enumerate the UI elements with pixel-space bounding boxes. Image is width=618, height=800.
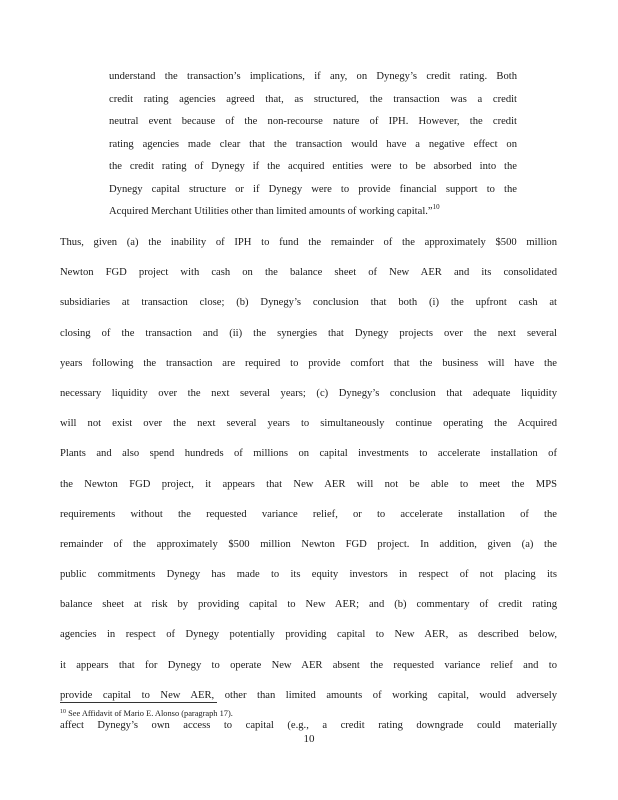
quote-line: credit rating agencies agreed that, as structured, the transaction was a credit — [109, 93, 517, 105]
body-line: the Newton FGD project, it appears that New AER will not be able to meet the MPS — [60, 478, 557, 490]
footnote-text: See Affidavit of Mario E. Alonso (paragraph 17). — [68, 709, 233, 718]
body-line: will not exist over the next several years to simultaneously continue operating the Acquired — [60, 418, 557, 430]
body-line: agencies in respect of Dynegy potentially providing capital to New AER, as described below, — [60, 629, 557, 641]
quote-line: Dynegy capital structure or if Dynegy were to provide financial support to the — [109, 183, 517, 195]
body-line: affect Dynegy’s own access to capital (e.g., a credit rating downgrade could materially — [60, 720, 557, 731]
quote-line: the credit rating of Dynegy if the acquired entities were to be absorbed into the — [109, 161, 517, 172]
footnote-marker: 10 — [60, 709, 66, 715]
body-line: closing of the transaction and (ii) the synergies that Dynegy projects over the next several — [60, 327, 557, 339]
quote-line: understand the transaction’s implications, if any, on Dynegy’s credit rating. Both — [109, 71, 517, 82]
body-line: Newton FGD project with cash on the balance sheet of New AER and its consolidated — [60, 267, 557, 279]
footnote-divider — [60, 702, 217, 703]
quote-line: neutral event because of the non-recourse nature of IPH. However, the credit — [109, 116, 517, 127]
quote-line: rating agencies made clear that the transaction would have a negative effect on — [109, 138, 517, 150]
body-line: balance sheet at risk by providing capital to New AER; and (b) commentary of credit rating — [60, 599, 557, 611]
body-line: requirements without the requested variance relief, or to accelerate installation of the — [60, 508, 557, 520]
body-line: remainder of the approximately $500 million Newton FGD project. In addition, given (a) the — [60, 538, 557, 550]
body-line: subsidiaries at transaction close; (b) Dynegy’s conclusion that both (i) the upfront cash at — [60, 297, 557, 309]
footnote-reference: 10 — [432, 203, 440, 211]
quote-line-text: Acquired Merchant Utilities other than limited amounts of working capital.” — [109, 206, 433, 217]
body-line: years following the transaction are required to provide comfort that the business will have the — [60, 357, 557, 369]
footnote — [60, 708, 233, 720]
body-line: it appears that for Dynegy to operate New AER absent the requested variance relief and to — [60, 659, 557, 671]
quote-line-last — [109, 201, 517, 224]
body-paragraph — [60, 228, 557, 741]
body-line: public commitments Dynegy has made to its equity investors in respect of not placing its — [60, 569, 557, 581]
block-quote — [109, 66, 517, 224]
body-line: Thus, given (a) the inability of IPH to fund the remainder of the approximately $500 million — [60, 237, 557, 248]
body-line: provide capital to New AER, other than limited amounts of working capital, would adversely — [60, 689, 557, 701]
body-line: Plants and also spend hundreds of millions on capital investments to accelerate installation of — [60, 448, 557, 460]
page-number: 10 — [303, 733, 315, 745]
body-line: necessary liquidity over the next several years; (c) Dynegy’s conclusion that adequate liquidity — [60, 387, 557, 399]
